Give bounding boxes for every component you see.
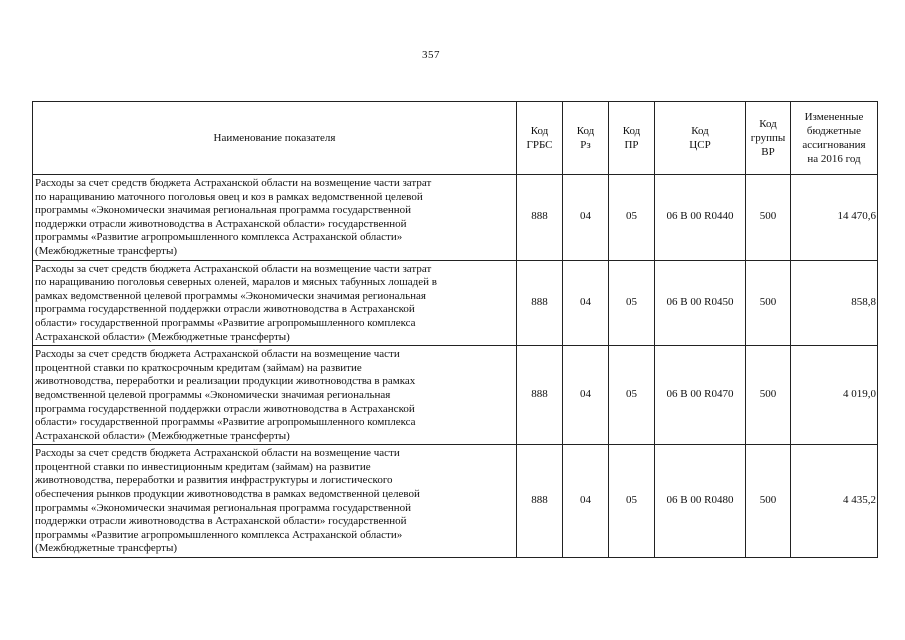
header-line: Измененные: [804, 111, 864, 123]
name-line: программа государственной поддержки отрасли животноводства в Астраханской: [35, 402, 415, 415]
row-csr-code: 06 В 00 R0470: [655, 346, 746, 445]
name-line: Астраханской области» (Межбюджетные трансферты): [35, 429, 290, 442]
name-line: процентной ставки по краткосрочным кредитам (займам) на развитие: [35, 361, 362, 374]
row-indicator-name: [33, 346, 517, 445]
name-line: Астраханской области» (Межбюджетные трансферты): [35, 330, 290, 343]
page-number: 357: [422, 49, 440, 61]
name-line: области» государственной программы «Развитие агропромышленного комплекса: [35, 316, 416, 329]
row-grbs-code: 888: [517, 346, 563, 445]
row-vr-code: 500: [746, 445, 791, 558]
header-vr-code: [746, 102, 791, 175]
row-rz-code: 04: [563, 260, 609, 346]
name-line: области» государственной программы «Развитие агропромышленного комплекса: [35, 416, 416, 429]
name-line: ведомственной целевой программы «Экономически значимая региональная: [35, 388, 391, 401]
name-line: Расходы за счет средств бюджета Астраханской области на возмещение части затрат: [35, 262, 432, 275]
name-line: Расходы за счет средств бюджета Астраханской области на возмещение части затрат: [35, 177, 432, 189]
name-line: (Межбюджетные трансферты): [35, 542, 177, 555]
row-vr-code: 500: [746, 346, 791, 445]
name-line: животноводства, переработки и развития инфраструктуры и логистического: [35, 474, 393, 487]
name-line: животноводства, переработки и реализации продукции животноводства в рамках: [35, 375, 416, 388]
row-csr-code: 06 В 00 R0480: [655, 445, 746, 558]
row-rz-code: 04: [563, 445, 609, 558]
header-csr-code: [655, 102, 746, 175]
header-line: Код: [691, 125, 709, 137]
row-csr-code: 06 В 00 R0440: [655, 175, 746, 261]
name-line: программы «Развитие агропромышленного комплекса Астраханской области»: [35, 528, 403, 541]
name-line: по наращиванию маточного поголовья овец и коз в рамках ведомственной целевой: [35, 190, 423, 203]
row-grbs-code: 888: [517, 175, 563, 261]
row-rz-code: 04: [563, 346, 609, 445]
header-amount: [791, 102, 878, 175]
header-line: Код: [576, 125, 595, 137]
header-line: Код: [530, 125, 549, 137]
name-line: программы «Экономически значимая региональная программа государственной: [35, 204, 412, 217]
header-line: на 2016 год: [807, 153, 861, 165]
name-line: поддержки отрасли животноводства в Астраханской области» государственной: [35, 217, 407, 230]
header-line: ЦСР: [689, 139, 711, 151]
row-csr-code: 06 В 00 R0450: [655, 260, 746, 346]
name-line: программы «Развитие агропромышленного комплекса Астраханской области»: [35, 231, 403, 244]
header-indicator-name-label: Наименование показателя: [213, 132, 336, 144]
row-amount: 4 435,2: [791, 445, 878, 558]
row-vr-code: 500: [746, 260, 791, 346]
row-grbs-code: 888: [517, 260, 563, 346]
header-line: Код: [759, 118, 777, 130]
header-line: Код: [622, 125, 641, 137]
header-line: ВР: [761, 146, 775, 158]
name-line: процентной ставки по инвестиционным кредитам (займам) на развитие: [35, 460, 371, 473]
row-pr-code: 05: [609, 260, 655, 346]
header-line: бюджетные: [806, 125, 862, 137]
table-row: [33, 175, 878, 261]
table-row: [33, 346, 878, 445]
table-row: [33, 445, 878, 558]
row-pr-code: 05: [609, 445, 655, 558]
row-amount: 4 019,0: [791, 346, 878, 445]
row-indicator-name: [33, 175, 517, 261]
header-rz-code: [563, 102, 609, 175]
row-amount: 14 470,6: [791, 175, 878, 261]
name-line: обеспечения рынков продукции животноводства в рамках ведомственной целевой: [35, 488, 420, 501]
name-line: рамках ведомственной целевой программы «Экономически значимая региональная: [35, 289, 426, 302]
row-pr-code: 05: [609, 175, 655, 261]
name-line: программы «Экономически значимая региональная программа государственной: [35, 501, 412, 514]
name-line: Расходы за счет средств бюджета Астраханской области на возмещение части: [35, 447, 400, 460]
header-line: ассигнования: [802, 139, 866, 151]
row-rz-code: 04: [563, 175, 609, 261]
header-indicator-name: [33, 102, 517, 175]
header-grbs-code: [517, 102, 563, 175]
name-line: по наращиванию поголовья северных оленей, маралов и мясных табунных лошадей в: [35, 276, 437, 289]
table-row: [33, 260, 878, 346]
header-pr-code: [609, 102, 655, 175]
header-line: ПР: [624, 139, 639, 151]
name-line: Расходы за счет средств бюджета Астраханской области на возмещение части: [35, 348, 400, 361]
name-line: программа государственной поддержки отрасли животноводства в Астраханской: [35, 303, 415, 316]
row-indicator-name: [33, 445, 517, 558]
header-line: группы: [750, 132, 786, 144]
row-vr-code: 500: [746, 175, 791, 261]
row-pr-code: 05: [609, 346, 655, 445]
name-line: (Межбюджетные трансферты): [35, 244, 177, 257]
header-line: Рз: [580, 139, 591, 151]
row-grbs-code: 888: [517, 445, 563, 558]
budget-allocation-table: [32, 101, 878, 558]
header-line: ГРБС: [526, 139, 553, 151]
row-indicator-name: [33, 260, 517, 346]
table-header-row: [33, 102, 878, 175]
name-line: поддержки отрасли животноводства в Астраханской области» государственной: [35, 515, 407, 528]
row-amount: 858,8: [791, 260, 878, 346]
